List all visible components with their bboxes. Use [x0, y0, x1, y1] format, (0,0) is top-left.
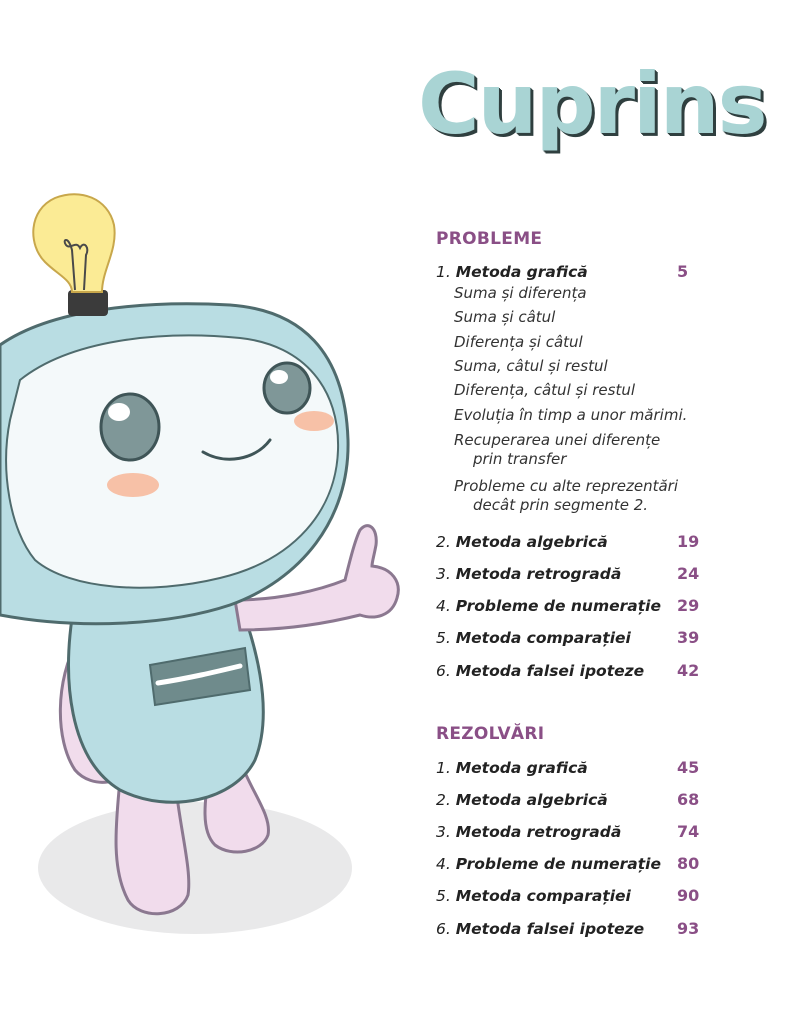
- toc-entry-title: Metoda retrogradă: [455, 823, 622, 841]
- toc-entry-number: 4.: [436, 855, 451, 873]
- toc-entry-page: 39: [677, 628, 700, 647]
- toc-entry-page: 80: [677, 854, 700, 873]
- toc-entry-page: 5: [677, 262, 689, 281]
- robot-left-eye-shine: [108, 403, 130, 421]
- toc-entry-metoda-algebrica[interactable]: [436, 532, 706, 552]
- toc-entry-page: 42: [677, 661, 700, 680]
- toc-entry-title: Probleme de numerație: [455, 597, 661, 615]
- toc-sub-entry[interactable]: [454, 477, 714, 515]
- toc-entry-page: 68: [677, 790, 700, 809]
- toc-entry-metoda-comparatiei[interactable]: [436, 628, 706, 648]
- toc-entry-title: Metoda falsei ipoteze: [455, 920, 645, 938]
- toc-entry-metoda-grafica[interactable]: [436, 262, 706, 282]
- toc-sub-entry[interactable]: [454, 357, 714, 376]
- toc-entry-rezolvari-probleme-de-numeratie[interactable]: [436, 854, 706, 874]
- toc-entry-metoda-falsei-ipoteze[interactable]: [436, 661, 706, 681]
- toc-sub-entry[interactable]: [454, 406, 714, 425]
- toc-entry-title: Metoda comparației: [455, 887, 631, 905]
- toc-entry-title: Metoda algebrică: [455, 533, 608, 551]
- toc-sub-entry-text: Evoluția în timp a unor mărimi.: [454, 406, 688, 424]
- toc-entry-page: 29: [677, 596, 700, 615]
- toc-sub-entry[interactable]: [454, 284, 714, 303]
- toc-sub-entry[interactable]: [454, 308, 714, 327]
- toc-entry-rezolvari-metoda-retrograda[interactable]: [436, 822, 706, 842]
- bulb-socket: [68, 290, 108, 316]
- toc-entry-rezolvari-metoda-grafica[interactable]: [436, 758, 706, 778]
- toc-entry-number: 4.: [436, 597, 451, 615]
- toc-entry-page: 93: [677, 919, 700, 938]
- toc-entry-number: 1.: [436, 759, 451, 777]
- toc-entry-number: 3.: [436, 823, 451, 841]
- robot-right-eye-shine: [270, 370, 288, 384]
- section-heading-probleme: PROBLEME: [436, 229, 543, 249]
- toc-sub-entry-text: Recuperarea unei diferențe: [454, 431, 661, 449]
- toc-entry-number: 5.: [436, 887, 451, 905]
- toc-sub-entry-text: Suma, câtul și restul: [454, 357, 608, 375]
- robot-right-cheek: [294, 411, 334, 431]
- toc-entry-title: Metoda algebrică: [455, 791, 608, 809]
- robot-left-cheek: [107, 473, 159, 497]
- toc-entry-title: Metoda retrogradă: [455, 565, 622, 583]
- toc-entry-title: Metoda grafică: [455, 759, 588, 777]
- toc-entry-page: 45: [677, 758, 700, 777]
- toc-entry-rezolvari-metoda-falsei-ipoteze[interactable]: [436, 919, 706, 939]
- toc-entry-title: Probleme de numerație: [455, 855, 661, 873]
- toc-entry-number: 6.: [436, 920, 451, 938]
- toc-sub-entry-text: Suma și diferența: [454, 284, 587, 302]
- toc-entry-page: 19: [677, 532, 700, 551]
- toc-entry-number: 1.: [436, 263, 451, 281]
- toc-entry-number: 6.: [436, 662, 451, 680]
- toc-entry-number: 2.: [436, 791, 451, 809]
- toc-entry-probleme-de-numeratie[interactable]: [436, 596, 706, 616]
- toc-entry-rezolvari-metoda-algebrica[interactable]: [436, 790, 706, 810]
- robot-left-eye: [101, 394, 159, 460]
- ground-shadow: [38, 802, 352, 934]
- toc-entry-number: 2.: [436, 533, 451, 551]
- toc-entry-title: Metoda falsei ipoteze: [455, 662, 645, 680]
- toc-sub-entry[interactable]: [454, 381, 714, 400]
- toc-sub-entry-continuation: prin transfer: [473, 450, 567, 468]
- toc-entry-title: Metoda grafică: [455, 263, 588, 281]
- toc-entry-title: Metoda comparației: [455, 629, 631, 647]
- toc-sub-entry-text: Probleme cu alte reprezentări: [454, 477, 679, 495]
- toc-entry-number: 5.: [436, 629, 451, 647]
- toc-entry-page: 90: [677, 886, 700, 905]
- toc-sub-entry[interactable]: [454, 333, 714, 352]
- toc-sub-entry-continuation: decât prin segmente 2.: [473, 496, 649, 514]
- toc-entry-number: 3.: [436, 565, 451, 583]
- toc-sub-entry-text: Diferența, câtul și restul: [454, 381, 636, 399]
- robot-right-eye: [264, 363, 310, 413]
- toc-sub-entry[interactable]: [454, 431, 714, 469]
- section-heading-rezolvari: REZOLVĂRI: [436, 724, 545, 744]
- toc-entry-page: 24: [677, 564, 700, 583]
- toc-sub-entry-text: Diferența și câtul: [454, 333, 583, 351]
- toc-entry-metoda-retrograda[interactable]: [436, 564, 706, 584]
- toc-entry-rezolvari-metoda-comparatiei[interactable]: [436, 886, 706, 906]
- toc-sub-entry-text: Suma și câtul: [454, 308, 556, 326]
- toc-entry-page: 74: [677, 822, 700, 841]
- page-title: Cuprins: [418, 55, 766, 153]
